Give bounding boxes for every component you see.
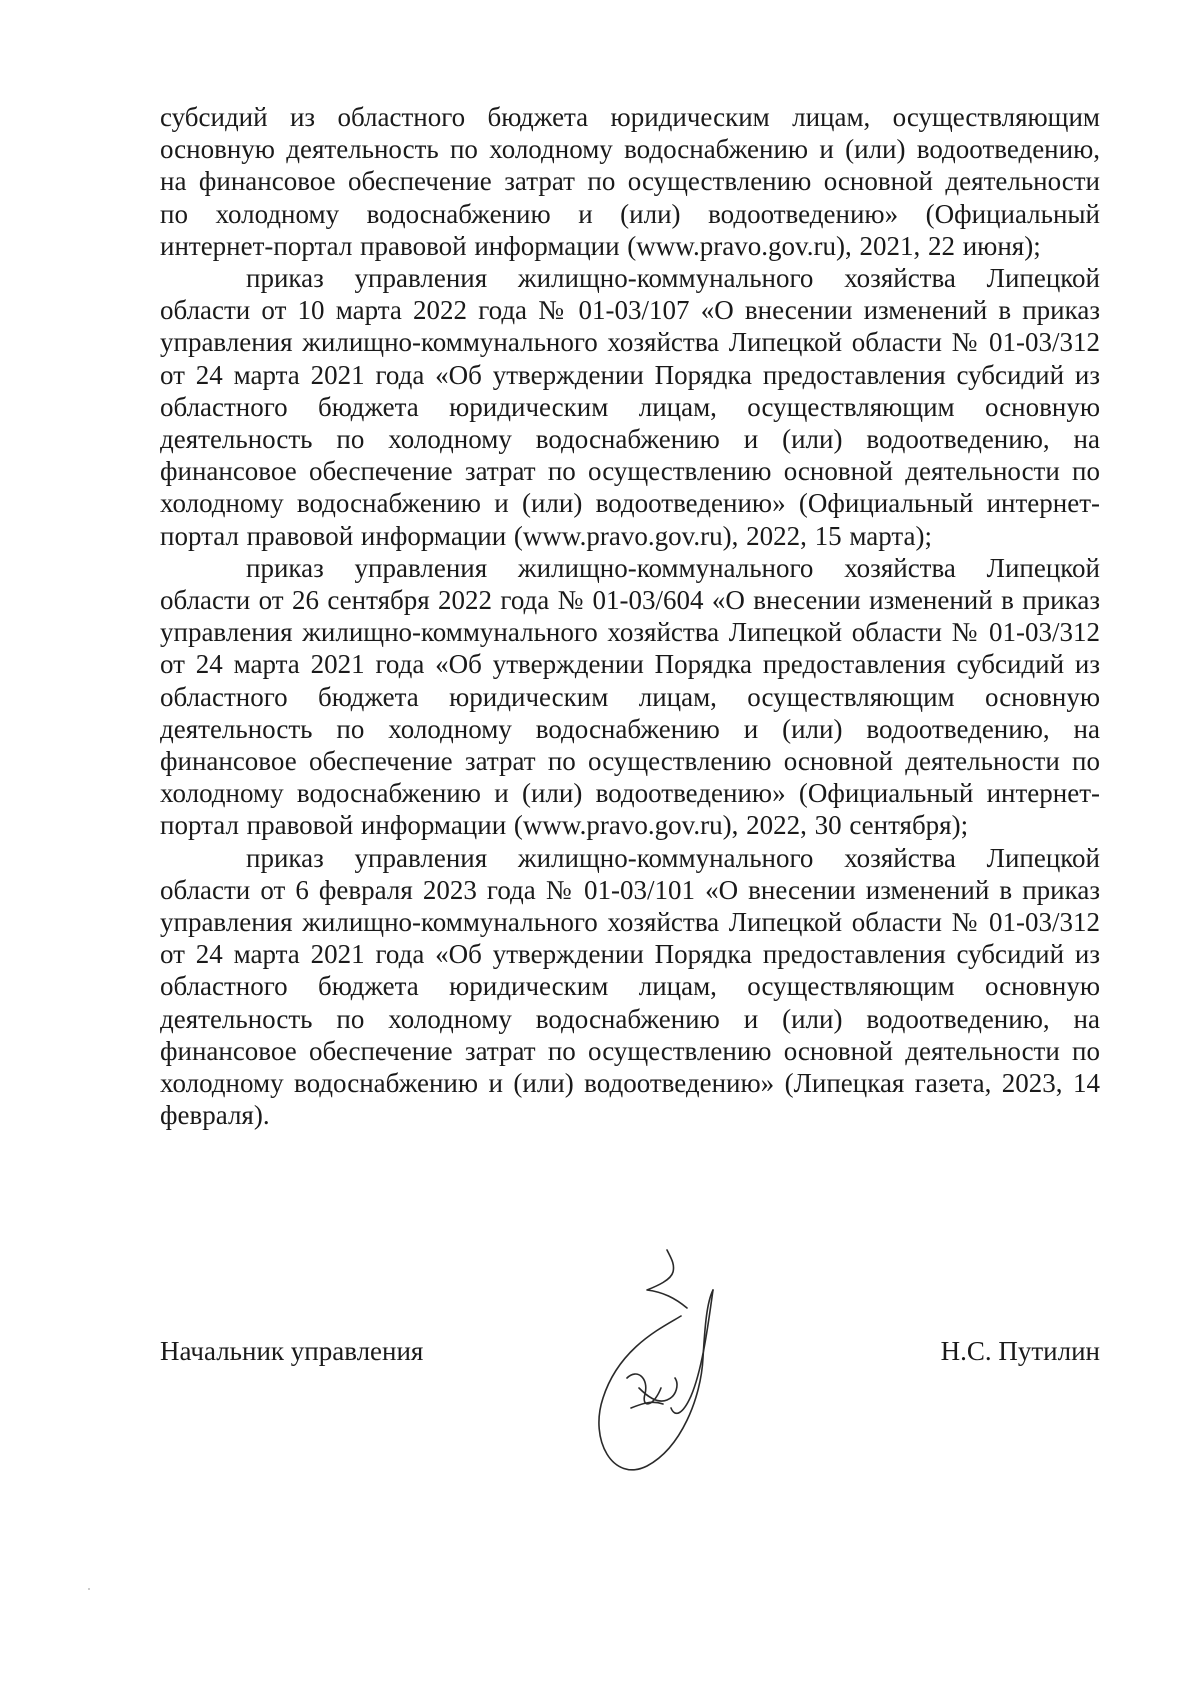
position-title: Начальник управления	[160, 1336, 424, 1366]
paragraph-2: приказ управления жилищно-коммунального хозяйства Липецкой области от 10 марта 2022 года № 01-03/107 «О внесении изменений в приказ управления жилищно-коммунального хозяйства Липецкой области № 01-03/312 от 24 марта 2021 года «Об утверждении Порядка предоставления субсидий из областного бюджета юридическим лицам, осуществляющим основную деятельность по холодному водоснабжению и (или) водоотведению, на финансовое обеспечение затрат по осуществлению основной деятельности по холодному водоснабжению и (или) водоотведению» (Официальный интернет-портал правовой информации (www.pravo.gov.ru), 2022, 15 марта);	[160, 263, 1100, 551]
signer-name: Н.С. Путилин	[940, 1336, 1100, 1366]
paragraph-3: приказ управления жилищно-коммунального хозяйства Липецкой области от 26 сентября 2022 года № 01-03/604 «О внесении изменений в приказ управления жилищно-коммунального хозяйства Липецкой области № 01-03/312 от 24 марта 2021 года «Об утверждении Порядка предоставления субсидий из областного бюджета юридическим лицам, осуществляющим основную деятельность по холодному водоснабжению и (или) водоотведению, на финансовое обеспечение затрат по осуществлению основной деятельности по холодному водоснабжению и (или) водоотведению» (Официальный интернет-портал правовой информации (www.pravo.gov.ru), 2022, 30 сентября);	[160, 552, 1100, 841]
handwritten-signature-icon	[575, 1228, 775, 1488]
document-body	[160, 101, 1100, 1132]
paragraph-4: приказ управления жилищно-коммунального хозяйства Липецкой области от 6 февраля 2023 года № 01-03/101 «О внесении изменений в приказ управления жилищно-коммунального хозяйства Липецкой области № 01-03/312 от 24 марта 2021 года «Об утверждении Порядка предоставления субсидий из областного бюджета юридическим лицам, осуществляющим основную деятельность по холодному водоснабжению и (или) водоотведению, на финансовое обеспечение затрат по осуществлению основной деятельности по холодному водоснабжению и (или) водоотведению» (Липецкая газета, 2023, 14 февраля).	[160, 842, 1100, 1131]
scan-artifact	[88, 1588, 90, 1590]
paragraph-1: субсидий из областного бюджета юридическим лицам, осуществляющим основную деятельность по холодному водоснабжению и (или) водоотведению, на финансовое обеспечение затрат по осуществлению основной деятельности по холодному водоснабжению и (или) водоотведению» (Официальный интернет-портал правовой информации (www.pravo.gov.ru), 2021, 22 июня);	[160, 102, 1100, 261]
